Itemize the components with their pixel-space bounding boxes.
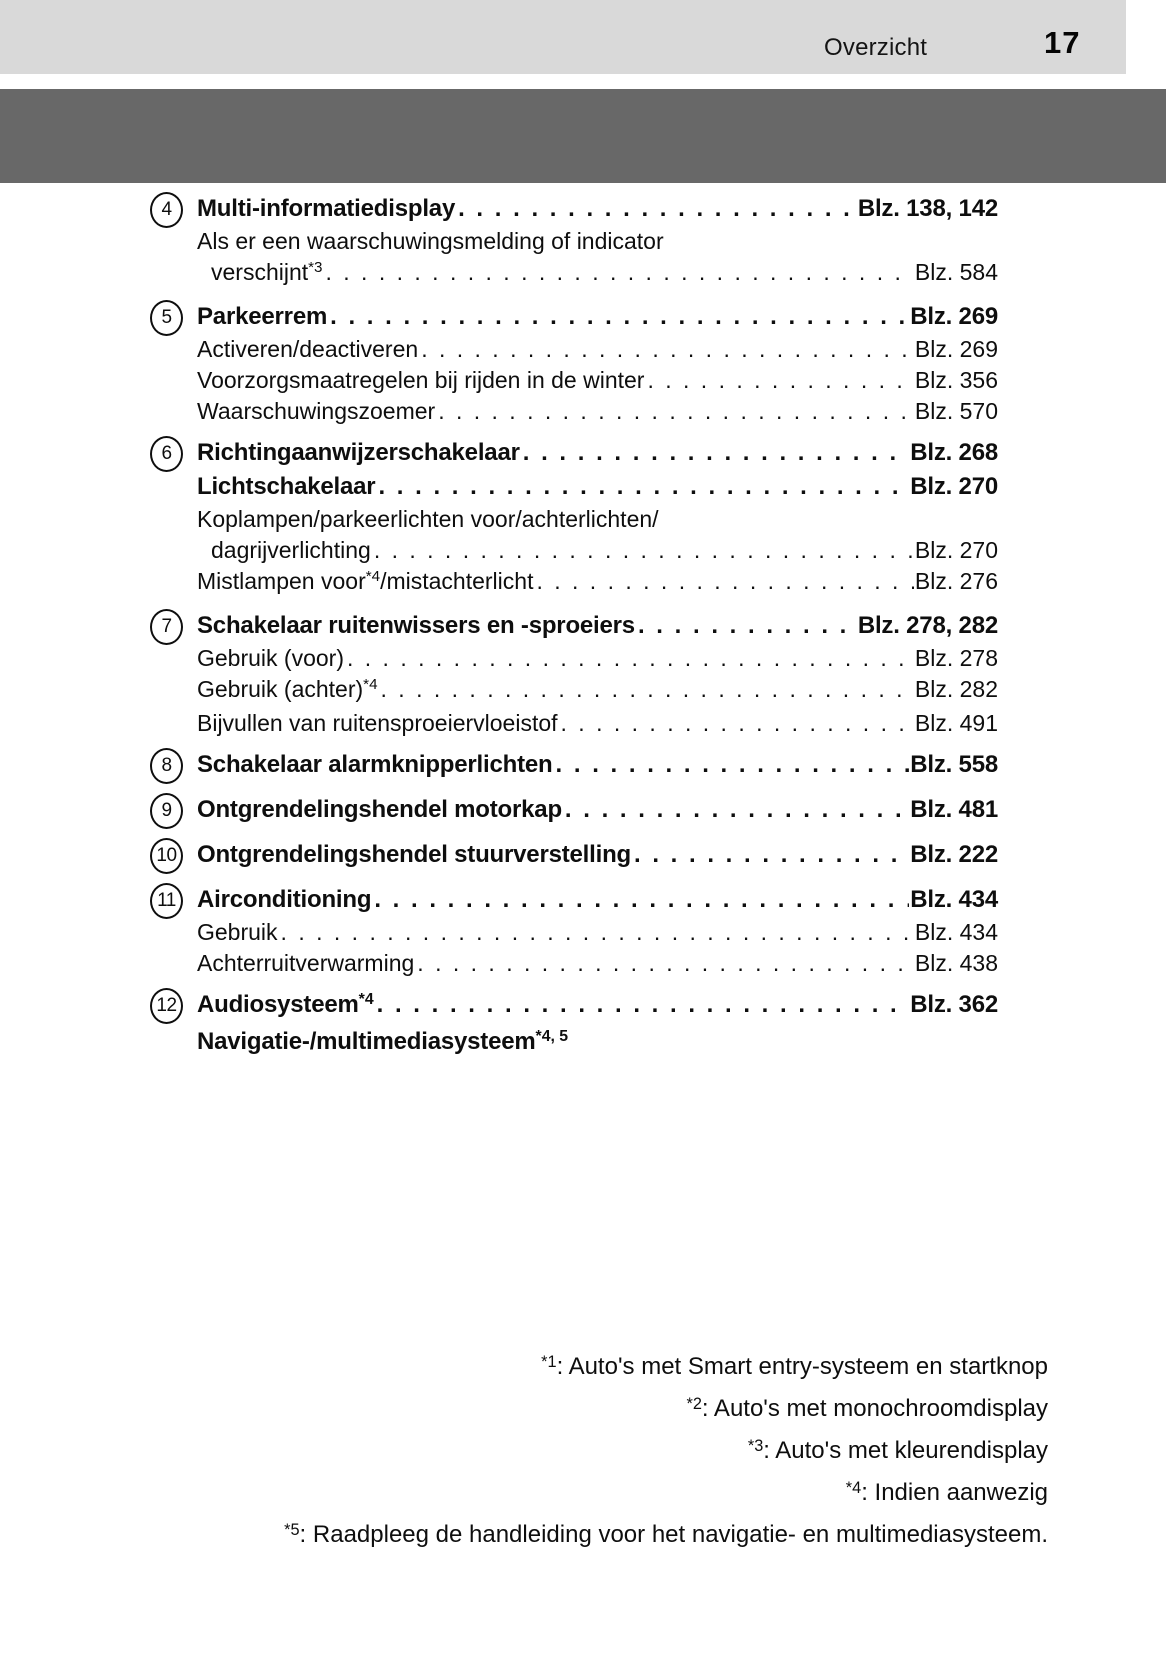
toc-entry [150,838,998,874]
toc-page-ref: Blz. 270 [914,537,998,563]
toc-row [197,300,998,334]
dot-leader [438,396,914,427]
toc-row [197,257,998,291]
toc-page-ref: Blz. 138, 142 [857,195,998,222]
dot-leader [556,748,910,782]
section-title: Overzicht [824,34,928,61]
toc-entry [150,793,998,829]
toc-row [197,917,998,948]
toc-page-ref: Blz. 356 [914,367,998,393]
entry-number-column [150,748,197,784]
footnote-marker: *2 [686,1394,702,1413]
chapter-banner [0,89,1166,183]
dot-leader [638,609,857,643]
toc-row [197,365,998,396]
toc-rows [197,300,998,427]
toc-page-ref: Blz. 481 [910,796,998,823]
toc-entry [150,192,998,291]
toc-row [197,334,998,365]
toc-row [197,1025,998,1062]
footnotes [108,1350,1048,1560]
entry-number-badge: 4 [150,192,183,228]
toc-page-ref: Blz. 584 [914,259,998,285]
toc-label: Voorzorgsmaatregelen bij rijden in de winter [197,367,645,393]
entry-number-badge: 7 [150,609,183,645]
toc-row [197,748,998,782]
toc-label: Ontgrendelingshendel stuurverstelling [197,841,631,868]
dot-leader [330,300,909,334]
toc-rows [197,748,998,784]
dot-leader [326,257,914,288]
toc-label: Airconditioning [197,886,372,913]
entry-number-badge: 5 [150,300,183,336]
toc-row [197,988,998,1025]
toc-label: Bijvullen van ruitensproeiervloeistof [197,710,558,736]
toc-page-ref: Blz. 570 [914,398,998,424]
toc-page-ref: Blz. 558 [910,751,998,778]
toc-label: Als er een waarschuwingsmelding of indicator [197,228,664,254]
toc-rows [197,436,998,600]
footnote-line [108,1518,1048,1554]
header-band [0,0,1126,74]
toc-label: Richtingaanwijzerschakelaar [197,439,520,466]
toc-label: Audiosysteem*4 [197,988,374,1025]
footnote-marker: *3 [308,259,323,277]
toc-entry [150,883,998,979]
dot-leader [634,838,909,872]
dot-leader [536,566,913,597]
footnote-text: : Auto's met kleurendisplay [763,1437,1048,1464]
entry-number-column [150,838,197,874]
dot-leader [565,793,909,827]
toc-row [197,504,998,535]
entry-number-badge: 11 [150,883,183,919]
dot-leader [647,365,913,396]
footnote-text: : Auto's met monochroomdisplay [701,1395,1048,1422]
toc-label: Gebruik (voor) [197,645,344,671]
toc-row [197,708,998,739]
toc-entry [150,609,998,739]
toc-label: Navigatie-/multimediasysteem*4, 5 [197,1025,568,1062]
toc-rows [197,793,998,829]
entry-number-column [150,988,197,1062]
toc-page-ref: Blz. 282 [914,676,998,702]
dot-leader [417,948,914,979]
footnote-line [108,1476,1048,1512]
entry-number-badge: 12 [150,988,183,1024]
toc-row [197,396,998,427]
toc-row [197,838,998,872]
toc-label: verschijnt*3 [211,257,323,291]
toc-label: Schakelaar ruitenwissers en -sproeiers [197,612,635,639]
dot-leader [381,674,914,705]
toc-page-ref: Blz. 278, 282 [857,612,998,639]
toc-rows [197,609,998,739]
toc-entry [150,988,998,1062]
toc-label: Activeren/deactiveren [197,336,419,362]
page-number: 17 [1044,25,1081,60]
toc-label: Schakelaar alarmknipperlichten [197,751,553,778]
footnote-line [108,1392,1048,1428]
toc-row [197,674,998,708]
toc-label: dagrijverlichting [211,537,371,563]
footnote-text: : Raadpleeg de handleiding voor het navigatie- en multimediasysteem. [299,1521,1048,1548]
toc-row [197,643,998,674]
toc-row [197,793,998,827]
toc-entry [150,748,998,784]
dot-leader [377,988,910,1022]
toc-page-ref: Blz. 268 [910,439,998,466]
entry-number-badge: 9 [150,793,183,829]
entry-number-column [150,192,197,291]
footnote-text: : Auto's met Smart entry-systeem en startknop [556,1353,1048,1380]
toc-label: Parkeerrem [197,303,328,330]
entry-number-column [150,300,197,427]
toc-row [197,566,998,600]
toc-rows [197,883,998,979]
toc-page-ref: Blz. 438 [914,950,998,976]
footnote-marker: *3 [747,1436,764,1455]
toc-row [197,470,998,504]
toc-row [197,436,998,470]
toc-page-ref: Blz. 270 [910,473,998,500]
toc-row [197,535,998,566]
footnote-line [108,1350,1048,1386]
toc-page-ref: Blz. 491 [914,710,998,736]
footnote-marker: *4, 5 [535,1028,569,1046]
toc-label: Gebruik (achter)*4 [197,674,378,708]
footnote-marker: *1 [541,1352,557,1371]
toc-page-ref: Blz. 269 [910,303,998,330]
toc-row [197,192,998,226]
footnote-marker: *4 [845,1478,862,1497]
toc-label: Waarschuwingszoemer [197,398,436,424]
toc-label: Lichtschakelaar [197,473,376,500]
dot-leader [347,643,914,674]
footnote-line [108,1434,1048,1470]
entry-number-column [150,609,197,739]
footnote-text: : Indien aanwezig [861,1479,1048,1506]
toc-rows [197,838,998,874]
entry-number-badge: 8 [150,748,183,784]
toc-page-ref: Blz. 276 [914,568,998,594]
dot-leader [281,917,914,948]
toc-row [197,948,998,979]
entry-number-column [150,883,197,979]
toc-label: Ontgrendelingshendel motorkap [197,796,562,823]
dot-leader [374,883,909,917]
toc-rows [197,192,998,291]
toc-label: Achterruitverwarming [197,950,415,976]
dot-leader [421,334,914,365]
footnote-marker: *4 [358,991,374,1009]
toc-page-ref: Blz. 434 [914,919,998,945]
toc-row [197,883,998,917]
toc-label: Gebruik [197,919,278,945]
footnote-marker: *5 [284,1520,300,1539]
toc-page-ref: Blz. 269 [914,336,998,362]
dot-leader [523,436,909,470]
footnote-marker: *4 [363,676,378,694]
dot-leader [378,470,909,504]
toc-page-ref: Blz. 278 [914,645,998,671]
toc-label: Koplampen/parkeerlichten voor/achterlichten/ [197,506,659,532]
entry-number-column [150,436,197,600]
toc-row [197,609,998,643]
dot-leader [561,708,914,739]
toc-label: Multi-informatiedisplay [197,195,456,222]
entry-number-badge: 10 [150,838,183,874]
toc-entry [150,436,998,600]
toc-label: Mistlampen voor*4/mistachterlicht [197,566,533,600]
entry-number-column [150,793,197,829]
toc-entry [150,300,998,427]
toc-page-ref: Blz. 434 [910,886,998,913]
dot-leader [374,535,914,566]
dot-leader [458,192,857,226]
toc [150,192,998,1071]
toc-page-ref: Blz. 362 [910,991,998,1018]
entry-number-badge: 6 [150,436,183,472]
toc-page-ref: Blz. 222 [910,841,998,868]
toc-rows [197,988,998,1062]
footnote-marker: *4 [365,568,381,586]
